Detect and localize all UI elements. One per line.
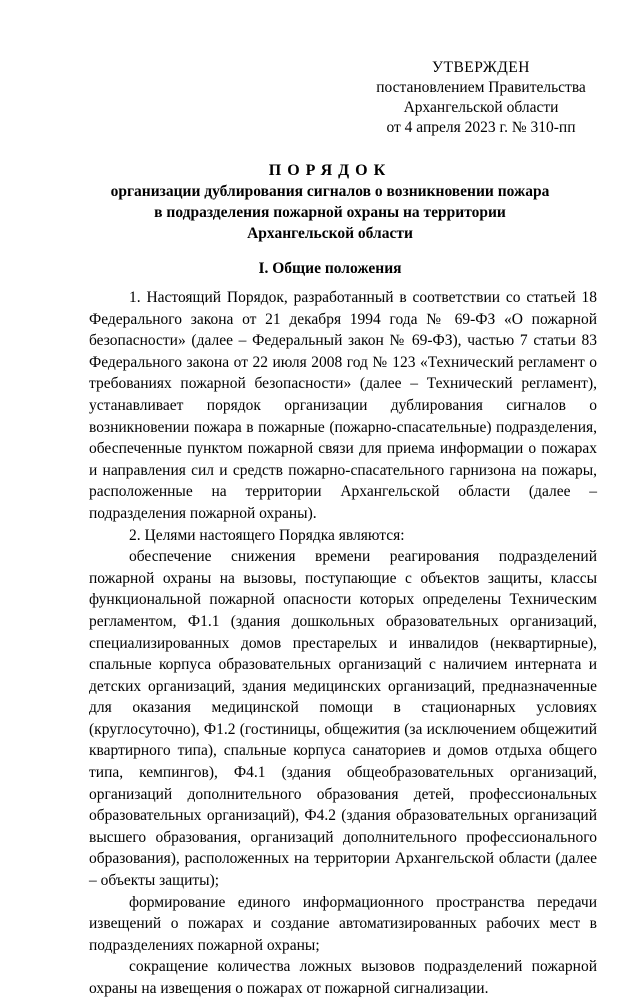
- document-body: [89, 287, 597, 1000]
- paragraph: сокращение количества ложных вызовов подразделений пожарной охраны на извещения о пожарах от пожарной сигнализации.: [89, 958, 597, 997]
- document-title: [110, 160, 550, 244]
- approval-date: от 4 апреля 2023 г. № 310-пп: [386, 119, 576, 136]
- section-heading: I. Общие положения: [258, 260, 402, 277]
- approval-stamp: [376, 58, 586, 138]
- approval-line: Архангельской области: [403, 99, 559, 116]
- paragraph: формирование единого информационного пространства передачи извещений о пожарах и создание автоматизированных рабочих мест в подразделениях пожарной охраны;: [89, 893, 597, 954]
- approval-heading: УТВЕРЖДЕН: [432, 59, 530, 76]
- paragraph: 1. Настоящий Порядок, разработанный в соответствии со статьей 18 Федерального закона от 21 декабря 1994 года № 69-ФЗ «О пожарной безопасности» (далее – Федеральный закон № 69-ФЗ), частью 7 статьи 83 Федерального закона от 22 июля 2008 год № 123 «Технический регламент о требованиях пожарной безопасности» (далее – Технический регламент), устанавливает порядок организации дублирования сигналов о возникновении пожара в пожарные (пожарно-спасательные) подразделения, обеспеченные пунктом пожарной связи для приема информации о пожарах и направления сил и средств пожарно-спасательного гарнизона на пожары, расположенные на территории Архангельской области (далее – подразделения пожарной охраны).: [89, 289, 597, 522]
- paragraph: обеспечение снижения времени реагирования подразделений пожарной охраны на вызовы, поступающие с объектов защиты, классы функциональной пожарной опасности которых определены Техническим регламентом, Ф1.1 (здания дошкольных образовательных организаций, специализированных домов престарелых и инвалидов (неквартирные), спальные корпуса образовательных организаций с наличием интерната и детских организаций, здания медицинских организаций, предназначенные для оказания медицинской помощи в стационарных условиях (круглосуточно), Ф1.2 (гостиницы, общежития (за исключением общежитий квартирного типа), спальные корпуса санаториев и домов отдыха общего типа, кемпингов), Ф4.1 (здания общеобразовательных организаций, организаций дополнительного образования детей, профессиональных образовательных организаций), Ф4.2 (здания образовательных организаций высшего образования, организаций дополнительного профессионального образования), расположенных на территории Архангельской области (далее – объекты защиты);: [89, 548, 597, 890]
- paragraph: 2. Целями настоящего Порядка являются:: [129, 526, 405, 544]
- approval-line: постановлением Правительства: [376, 79, 586, 96]
- title-heading: ПОРЯДОК: [268, 162, 392, 179]
- title-subtitle: организации дублирования сигналов о возникновении пожара в подразделения пожарной охраны на территории Архангельской области: [110, 183, 550, 242]
